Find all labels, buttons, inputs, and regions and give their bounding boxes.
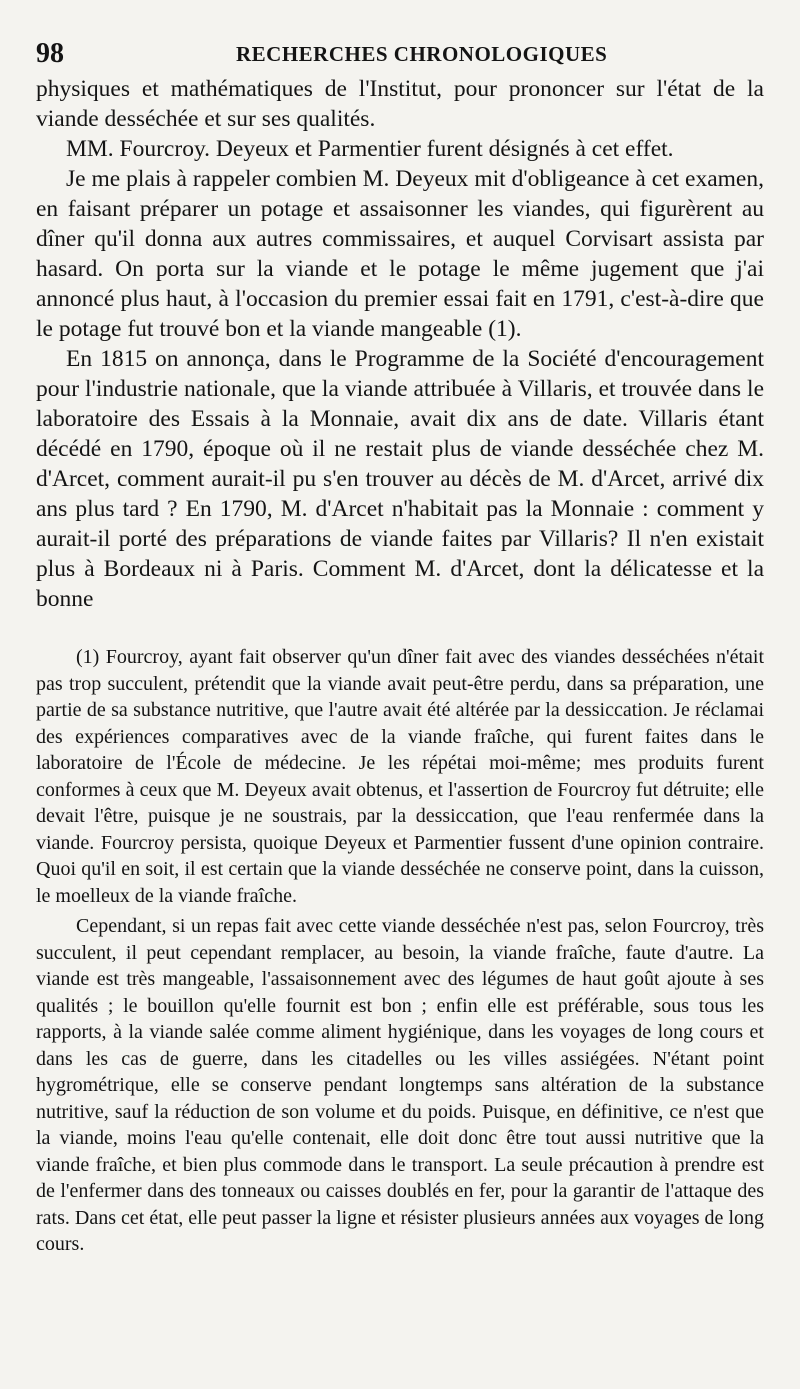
running-head: RECHERCHES CHRONOLOGIQUES (236, 42, 608, 66)
page-header (36, 30, 764, 74)
main-paragraph: physiques et mathématiques de l'Institut, pour prononcer sur l'état de la viande desséchée et sur ses qualités. (36, 76, 764, 132)
main-paragraph: MM. Fourcroy. Deyeux et Parmentier furent désignés à cet effet. (66, 136, 674, 162)
page-number: 98 (36, 38, 64, 69)
footnote (36, 644, 764, 1258)
footnote-paragraph: Cependant, si un repas fait avec cette viande desséchée n'est pas, selon Fourcroy, très succulent, il peut cependant remplacer, au besoin, la viande fraîche, faute d'autre. La viande est très mangeable, l'assaisonnement avec des légumes de haut goût ajoute à ses qualités ; le bouillon qu'elle fournit est bon ; enfin elle est préférable, sous tous les rapports, à la viande salée comme aliment hygiénique, dans les voyages de long cours et dans les cas de guerre, dans les citadelles ou les villes assiégées. N'étant point hygrométrique, elle se conserve pendant longtemps sans altération de la substance nutritive, sauf la réduction de son volume et du poids. Puisque, en définitive, ce n'est que la viande, moins l'eau qu'elle contenait, elle doit donc être tout aussi nutritive que la viande fraîche, et bien plus commode dans le transport. La seule précaution à prendre est de l'enfermer dans des tonneaux ou caisses doublés en fer, pour la garantir de l'attaque des rats. Dans cet état, elle peut passer la ligne et résister plusieurs années aux voyages de long cours. (36, 915, 764, 1255)
footnote-paragraph: (1) Fourcroy, ayant fait observer qu'un dîner fait avec des viandes desséchées n'était pas trop succulent, prétendit que la viande avait peut-être perdu, dans sa préparation, une partie de sa substance nutritive, que l'autre avait été altérée par la dessiccation. Je réclamai des expériences comparatives avec de la viande fraîche, qui furent faites dans le laboratoire de l'École de médecine. Je les répétai moi-même; mes produits furent conformes à ceux que M. Deyeux avait obtenus, et l'assertion de Fourcroy fut détruite; elle devait l'être, puisque je ne soustrais, par la dessiccation, que l'eau renfermée dans la viande. Fourcroy persista, quoique Deyeux et Parmentier fussent d'une opinion contraire. Quoi qu'il en soit, il est certain que la viande desséchée ne conserve point, dans la cuisson, le moelleux de la viande fraîche. (36, 646, 764, 907)
main-text (36, 74, 764, 614)
main-paragraph: Je me plais à rappeler combien M. Deyeux mit d'obligeance à cet examen, en faisant préparer un potage et assaisonner les viandes, qui figurèrent au dîner qu'il donna aux autres commissaires, et auquel Corvisart assista par hasard. On porta sur la viande et le potage le même jugement que j'ai annoncé plus haut, à l'occasion du premier essai fait en 1791, c'est-à-dire que le potage fut trouvé bon et la viande mangeable (1). (36, 166, 764, 342)
main-paragraph: En 1815 on annonça, dans le Programme de la Société d'encouragement pour l'industrie nationale, que la viande attribuée à Villaris, et trouvée dans le laboratoire des Essais à la Monnaie, avait dix ans de date. Villaris étant décédé en 1790, époque où il ne restait plus de viande desséchée chez M. d'Arcet, comment aurait-il pu s'en trouver au décès de M. d'Arcet, arrivé dix ans plus tard ? En 1790, M. d'Arcet n'habitait pas la Monnaie : comment y aurait-il porté des préparations de viande faites par Villaris? Il n'en existait plus à Bordeaux ni à Paris. Comment M. d'Arcet, dont la délicatesse et la bonne (36, 346, 764, 612)
